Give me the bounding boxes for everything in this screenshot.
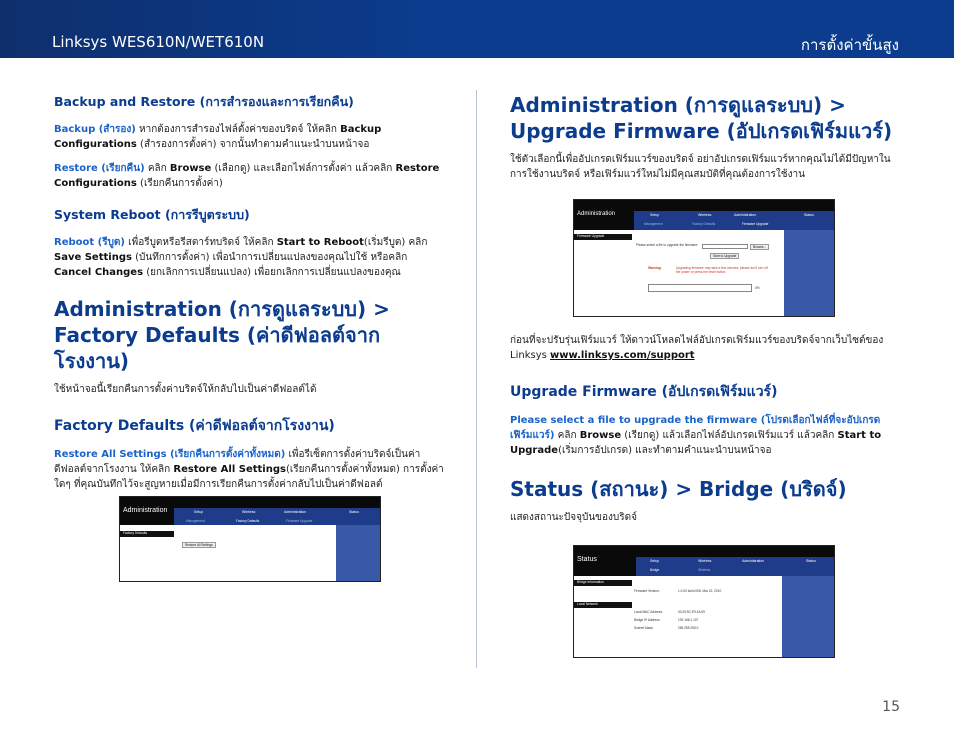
restore-text-2: (เลือกดู) และเลือกไฟล์การตั้งค่า แล้วคลิก <box>211 163 396 174</box>
shot-prompt: Please select a file to upgrade the firmware: <box>636 243 699 247</box>
reboot-bold-2: Save Settings <box>54 252 132 263</box>
fw-bold-1: Browse <box>579 430 622 441</box>
shot-warning-label: Warning: <box>648 266 662 270</box>
shot-tab-status: Status <box>806 559 816 563</box>
status-title: Status (สถานะ) > Bridge (บริดจ์) <box>510 477 847 501</box>
shot-warning-text: Upgrading firmware may take a few minutes, please don't turn off the power or press the reset button. <box>676 266 768 274</box>
shot-tab-admin: Administration <box>742 559 765 563</box>
shot-field-label-3: Bridge IP Address: <box>634 618 661 622</box>
restore-bold-2: Restore Configurations <box>54 163 440 189</box>
right-column <box>510 92 900 191</box>
fd-bold-1: Restore All Settings <box>173 464 286 475</box>
shot-tab-setup: Setup <box>650 559 660 563</box>
restore-text-1: คลิก <box>144 163 170 174</box>
restore-text-3: (เรียกคืนการตั้งค่า) <box>136 178 223 189</box>
reboot-text-3: (บันทึกการตั้งค่า) เพื่อนำการเปลี่ยนแปลงของคุณไปใช้ หรือคลิก <box>131 252 408 263</box>
shot-field-value-3: 192.168.1.107 <box>678 618 699 622</box>
shot-right-panel <box>784 230 834 317</box>
shot-file-field <box>702 244 748 249</box>
download-text: ก่อนที่จะปรับรุ่นเฟิร์มแวร์ ให้ดาวน์โหลดไฟล์อัปเกรดเฟิร์มแวร์ของบริดจ์จากเว็บไซต์ของ Linksys <box>510 335 884 361</box>
shot-sub-1: Management <box>644 222 663 226</box>
shot-side-head: Firmware Upgrade <box>574 234 632 240</box>
backup-heading: Backup and Restore (การสำรองและการเรียกคืน) <box>54 94 354 109</box>
support-link[interactable]: www.linksys.com/support <box>550 350 695 361</box>
fw-bold-2: Start to Upgrade <box>510 430 882 456</box>
firmware-screenshot <box>573 199 835 317</box>
shot-sub-1: Management <box>186 519 205 523</box>
reboot-text-1: เพื่อรีบูตหรือรีสตาร์ทบริดจ์ ให้คลิก <box>125 237 277 248</box>
fw-text-1: คลิก <box>554 430 580 441</box>
shot-start-button: Start to Upgrade <box>710 253 739 259</box>
backup-text-2: (สำรองการตั้งค่า) จากนั้นทำตามคำแนะนำบนหน้าจอ <box>136 139 370 150</box>
shot-tab-status: Status <box>349 510 359 514</box>
upgrade-paragraph <box>510 413 900 458</box>
reboot-heading: System Reboot (การรีบูตระบบ) <box>54 207 250 222</box>
shot-tab-admin: Administration <box>284 510 307 514</box>
shot-tab-setup: Setup <box>650 213 660 217</box>
shot-sub-3: Firmware Upgrade <box>286 519 313 523</box>
reboot-text-4: (ยกเลิกการเปลี่ยนแปลง) เพื่อยกเลิกการเปลี่ยนแปลงของคุณ <box>143 267 401 278</box>
page-number: 15 <box>882 699 900 715</box>
reboot-bold-1: Start to Reboot <box>276 237 364 248</box>
shot-progress-bar <box>648 284 752 292</box>
shot-browse-button: Browse... <box>750 244 769 250</box>
shot-sub-1: Bridge <box>650 568 660 572</box>
factory-defaults-title: Administration (การดูแลระบบ) > Factory Defaults (ค่าดีฟอลต์จากโรงงาน) <box>54 297 390 373</box>
shot-field-label-4: Subnet Mask: <box>634 626 654 630</box>
shot-side-head-2: Local Network <box>574 602 632 608</box>
right-column-lower <box>510 333 900 534</box>
product-name: Linksys WES610N/WET610N <box>52 33 265 51</box>
reboot-label: Reboot (รีบูต) <box>54 237 125 248</box>
factory-defaults-screenshot <box>119 496 381 582</box>
shot-tab-status: Status <box>804 213 814 217</box>
column-divider <box>476 90 477 668</box>
factory-defaults-heading: Factory Defaults (ค่าดีฟอลต์จากโรงงาน) <box>54 418 335 434</box>
shot-side-head-1: Bridge Information <box>574 580 632 586</box>
shot-right-panel <box>782 576 834 658</box>
shot-brand: Administration <box>123 507 168 514</box>
shot-tab-setup: Setup <box>194 510 204 514</box>
shot-right-panel <box>336 525 380 582</box>
left-column <box>54 92 446 501</box>
page-header <box>0 0 954 58</box>
shot-tab-admin: Administration <box>734 213 757 217</box>
upgrade-intro: ใช้ตัวเลือกนี้เพื่ออัปเกรดเฟิร์มแวร์ของบริดจ์ อย่าอัปเกรดเฟิร์มแวร์หากคุณไม่ได้มีปัญหาในการใช้งานบริดจ์ หรือเฟิร์มแวร์ใหม่ไม่มีคุณสมบัติที่คุณต้องการใช้งาน <box>510 154 891 180</box>
shot-field-value-4: 255.255.255.0 <box>678 626 699 630</box>
shot-sub-3: Firmware Upgrade <box>742 222 769 226</box>
reboot-paragraph <box>54 235 446 280</box>
restore-bold-1: Browse <box>169 163 212 174</box>
restore-all-label: Restore All Settings (เรียกคืนการตั้งค่าทั้งหมด) <box>54 449 286 460</box>
upgrade-firmware-title: Administration (การดูแลระบบ) > Upgrade Firmware (อัปเกรดเฟิร์มแวร์) <box>510 93 893 143</box>
reboot-bold-3: Cancel Changes <box>54 267 144 278</box>
shot-brand: Administration <box>577 211 616 217</box>
restore-label: Restore (เรียกคืน) <box>54 163 145 174</box>
upgrade-firmware-heading: Upgrade Firmware (อัปเกรดเฟิร์มแวร์) <box>510 384 778 400</box>
shot-field-value-1: 1.0.00 build 008, Mar 22, 2010 <box>678 589 722 593</box>
shot-restore-button: Restore All Settings <box>182 542 216 548</box>
shot-sub-2: Factory Defaults <box>236 519 260 523</box>
shot-sub-2: Factory Defaults <box>692 222 716 226</box>
shot-brand: Status <box>577 556 597 563</box>
status-intro: แสดงสถานะปัจจุบันของบริดจ์ <box>510 512 637 523</box>
select-file-label: Please select a file to upgrade the firmware (โปรดเลือกไฟล์ที่จะอัปเกรดเฟิร์มแวร์) <box>510 415 881 441</box>
download-paragraph <box>510 333 900 363</box>
shot-tab-wireless: Wireless <box>698 559 712 563</box>
reboot-text-2: (เริ่มรีบูต) คลิก <box>363 237 428 248</box>
backup-text-1: หากต้องการสำรองไฟล์ตั้งค่าของบริดจ์ ให้คลิก <box>135 124 341 135</box>
fd-text-1: เพื่อรีเซ็ตการตั้งค่าบริดจ์เป็นค่าดีฟอลต์จากโรงงาน ให้คลิก <box>54 449 421 475</box>
backup-bold-1: Backup Configurations <box>54 124 382 150</box>
fw-text-3: (เริ่มการอัปเกรด) และทำตามคำแนะนำบนหน้าจอ <box>558 445 772 456</box>
shot-field-label-2: Local MAC Address: <box>634 610 663 614</box>
status-screenshot <box>573 545 835 658</box>
backup-paragraph <box>54 122 446 152</box>
shot-tab-wireless: Wireless <box>698 213 712 217</box>
shot-field-value-2: 00:25:9C:E9:1A:09 <box>678 610 705 614</box>
shot-tab-wireless: Wireless <box>242 510 256 514</box>
fw-text-2: (เรียกดู) แล้วเลือกไฟล์อัปเกรดเฟิร์มแวร์ แล้วคลิก <box>621 430 838 441</box>
shot-field-label-1: Firmware Version: <box>634 589 660 593</box>
shot-side-head: Factory Defaults <box>120 531 174 537</box>
fd-text-2: (เรียกคืนการตั้งค่าทั้งหมด) การตั้งค่าใดๆ ที่คุณบันทึกไว้จะสูญหายเมื่อมีการเรียกคืนการตั้งค่ากลับไปเป็นค่าดีฟอลต์ <box>54 464 444 490</box>
backup-label: Backup (สำรอง) <box>54 124 136 135</box>
factory-defaults-intro: ใช้หน้าจอนี้เรียกคืนการตั้งค่าบริดจ์ให้กลับไปเป็นค่าดีฟอลต์ได้ <box>54 384 317 395</box>
shot-progress-value: 0% <box>755 286 760 290</box>
restore-paragraph <box>54 161 446 191</box>
factory-defaults-paragraph <box>54 447 446 492</box>
shot-sub-2: Wireless <box>698 568 711 572</box>
section-name: การตั้งค่าขั้นสูง <box>800 36 899 54</box>
